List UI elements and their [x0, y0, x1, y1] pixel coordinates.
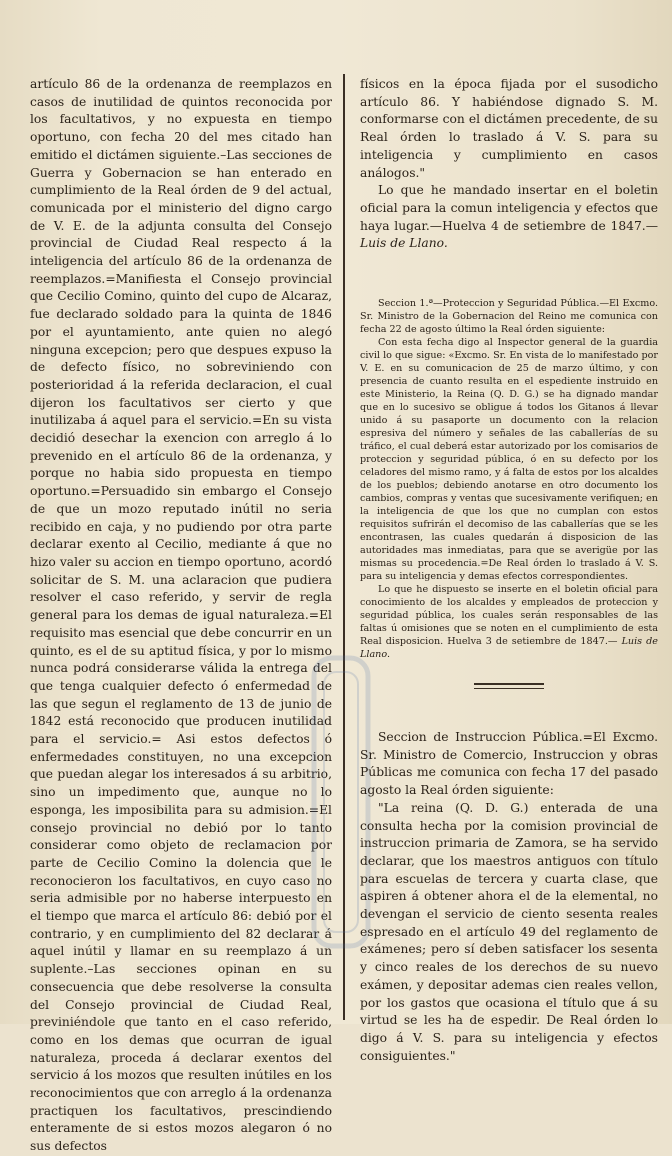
left-column [30, 76, 332, 1154]
section-instruction-body: "La reina (Q. D. G.) enterada de una consulta hecha por la comision provincial de instruccion primaria de Zamora, se ha servido declarar, que los maestros antiguos con título para escuelas de tercera y cuarta clase, que aspiren á obtener ahora el de la elemental, no devengan el servicio de ciento sesenta reales espresado en el artículo 49 del reglamento de exámenes; pero sí deben satisfacer los sesenta y cinco reales de los derechos de su nuevo exámen, y depositar ademas cien reales vellon, por los gastos que ocasiona el título que á su virtud se les ha de espedir. De Real órden lo digo á V. S. para su inteligencia y efectos consiguientes." [360, 800, 658, 1063]
right-column [360, 76, 658, 1063]
section-protection-closing-text: Lo que he dispuesto se inserte en el boletin oficial para conocimiento de los alcaldes y empleados de proteccion y seguridad pública, los cuales serán responsables de las faltas ú omisiones que se noten en el cumplimiento de esta Real disposicion. Huelva 3 de setiembre de 1847.— [360, 584, 658, 648]
section-instruction-heading: Seccion de Instruccion Pública.=El Excmo. Sr. Ministro de Comercio, Instruccion y obras Públicas me comunica con fecha 17 del pasado agosto la Real órden siguiente: [360, 730, 658, 798]
royal-order-conclusion: físicos en la época fijada por el susodicho artículo 86. Y habiéndose dignado S. M. conformarse con el dictámen precedente, de su Real órden lo traslado á V. S. para su inteligencia y cumplimiento en casos análogos." [360, 77, 658, 180]
publication-notice-text: Lo que he mandado insertar en el boletin oficial para la comun inteligencia y efectos que haya lugar.—Huelva 4 de setiembre de 1847.— [360, 183, 658, 233]
signature: Luis de Llano. [360, 236, 448, 251]
left-column-text: artículo 86 de la ordenanza de reemplazos en casos de inutilidad de quintos reconocida por los facultativos, y no expuesta en tiempo oportuno, con fecha 20 del mes citado han emitido el dictámen siguiente.–Las secciones de Guerra y Gobernacion se han enterado en cumplimiento de la Real órden de 9 del actual, comunicada por el ministerio del digno cargo de V. E. de la adjunta consulta del Consejo provincial de Ciudad Real respecto á la inteligencia del artículo 86 de la ordenanza de reemplazos.=Manifiesta el Consejo provincial que Cecilio Comino, quinto del cupo de Alcaraz, fue declarado soldado para la quinta de 1846 por el ayuntamiento, ante quien no alegó ninguna excepcion; pero que despues expuso la de defecto físico, no sobreviniendo con posterioridad á la referida declaracion, el cual dijeron los facultativos ser cierto y que inutilizaba á aquel para el servicio.=En su vista decidió desechar la exencion con arreglo á lo prevenido en el artículo 86 de la ordenanza, y porque no habia sido propuesta en tiempo oportuno.=Persuadido sin embargo el Consejo de que un mozo reputado inútil no seria recibido en caja, y no pudiendo por otra parte declarar exento al Cecilio, mediante á que no hizo valer su accion en tiempo oportuno, acordó solicitar de S. M. una aclaracion que pudiera resolver el caso referido, y servir de regla general para los demas de igual naturaleza.=El requisito mas esencial que debe concurrir en un quinto, es el de su aptitud física, y por lo mismo nunca podrá considerarse válida la entrega del que tenga cualquier defecto ó enfermedad de las que segun el reglamento de 13 de junio de 1842 está reconocido que producen inutilidad para el servicio.= Asi estos defectos ó enfermedades constituyen, no una excepcion que puedan alegar los interesados á su arbitrio, sino un impedimento que, aunque no lo esponga, les imposibilita para su admision.=El consejo provincial no debió por lo tanto considerar como objeto de reclamacion por parte de Cecilio Comino la dolencia que le reconocieron los facultativos, en cuyo caso no seria admisible por no haberse interpuesto en el tiempo que marca el artículo 86: debió por el contrario, y en cumplimiento del 82 declarar á aquel inútil y llamar en su reemplazo á un suplente.–Las secciones opinan en su consecuencia que debe resolverse la consulta del Consejo provincial de Ciudad Real, previniéndole que tanto en el caso referido, como en los demas que ocurran de igual naturaleza, proceda á declarar exentos del servicio á los mozos que resulten inútiles en los reconocimientos que con arreglo á la ordenanza practiquen los facultativos, prescindiendo enteramente de si estos mozos alegaron ó no sus defectos [30, 77, 332, 1154]
publication-notice [360, 182, 658, 253]
section-protection-body: Con esta fecha digo al Inspector general de la guardia civil lo que sigue: «Excmo. Sr. En vista de lo manifestado por V. E. en su comunicacion de 25 de marzo último, y con presencia de cuanto resulta en el espediente instruido en este Ministerio, la Reina (Q. D. G.) se ha dignado mandar que en lo sucesivo se obligue á todos los Gitanos á llevar unido á su pasaporte un documento con la relacion espresiva del número y señales de las caballerías de su tráfico, el cual deberá estar autorizado por los comisarios de proteccion y seguridad pública, ó en su defecto por los celadores del mismo ramo, y á falta de estos por los alcaldes de los pueblos; debiendo anotarse en otro documento los cambios, compras y ventas que sucesivamente verifiquen; en la inteligencia de que los que no cumplan con estos requisitos sufrirán el decomiso de las caballerías que se les encontrasen, las cuales quedarán á disposicion de las autoridades mas inmediatas, para que se averigüe por las mismas su procedencia.=De Real órden lo traslado á V. S. para su inteligencia y demas efectos correspondientes. [360, 337, 658, 583]
section-protection-heading: Seccion 1.ª—Proteccion y Seguridad Pública.—El Excmo. Sr. Ministro de la Gobernacion del Reino me comunica con fecha 22 de agosto último la Real órden siguiente: [360, 298, 658, 336]
signature: Luis de Llano. [360, 636, 658, 661]
section-protection-closing [360, 583, 658, 661]
